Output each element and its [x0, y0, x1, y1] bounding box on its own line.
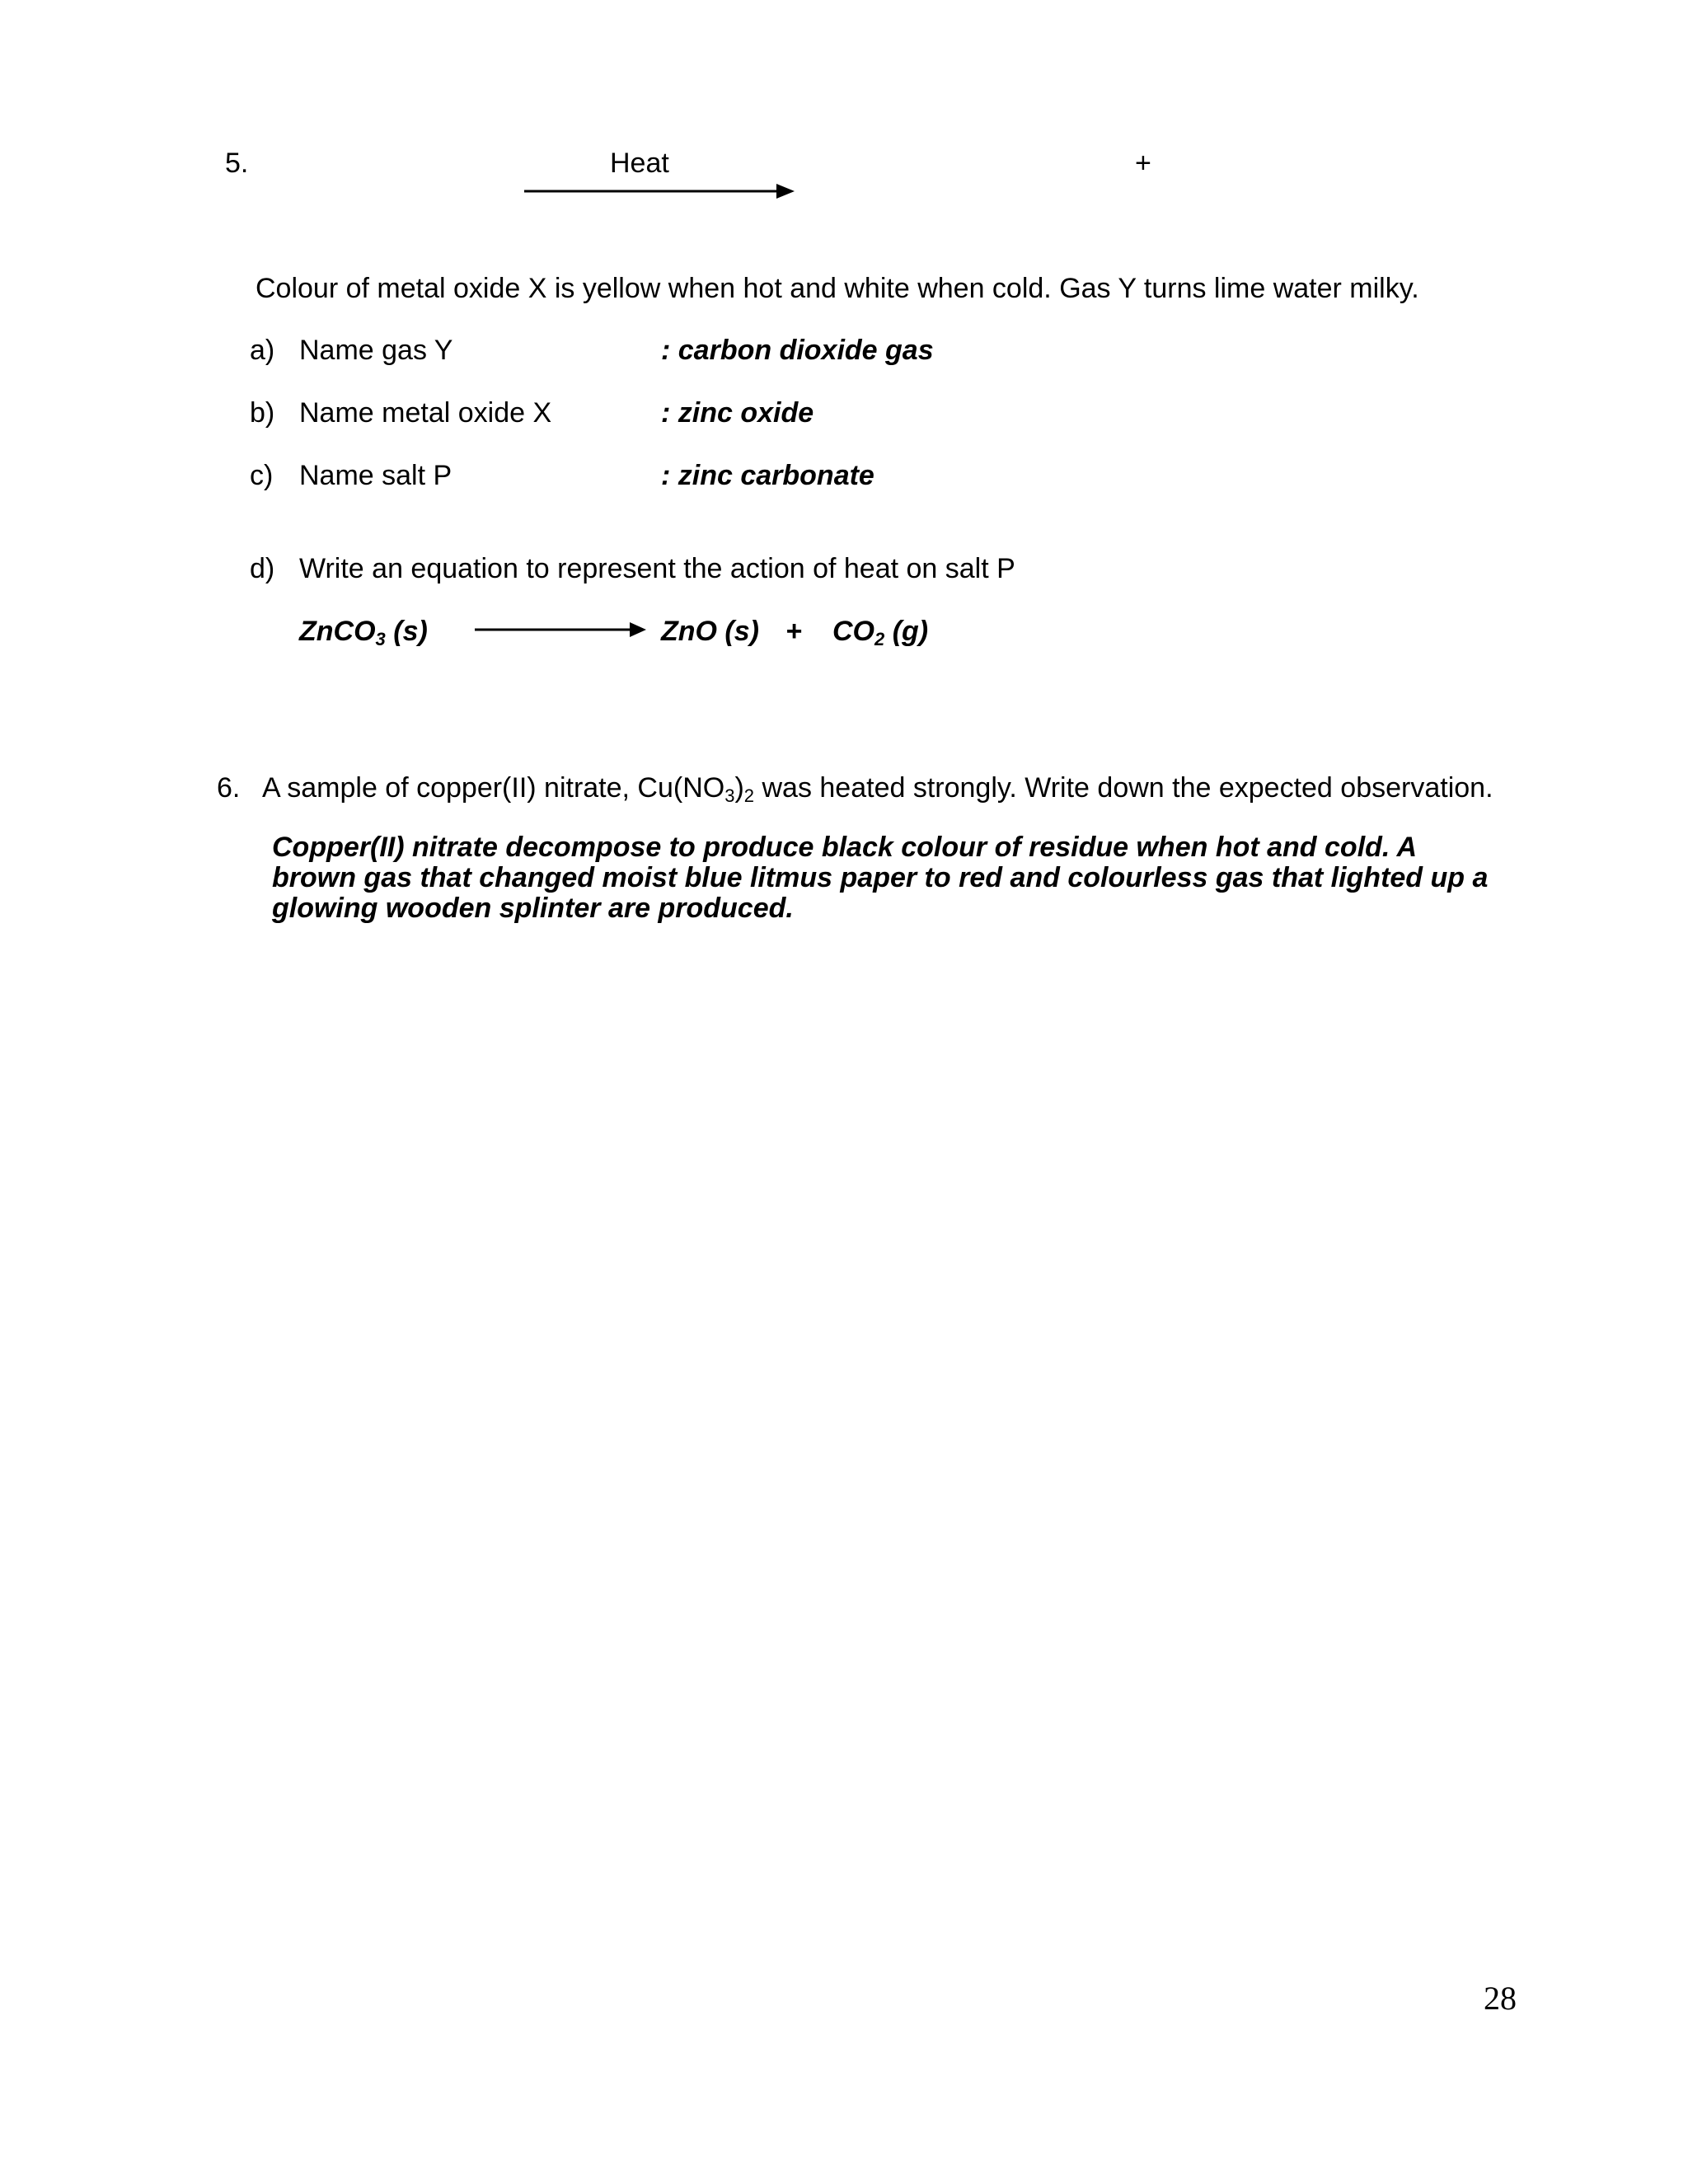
part-c-letter: c) [250, 460, 274, 491]
question-5-description: Colour of metal oxide X is yellow when hot and white when cold. Gas Y turns lime water milky. [256, 273, 1419, 304]
products-plus-sign: + [1135, 148, 1151, 179]
part-b-prompt: Name metal oxide X [299, 397, 552, 429]
part-d-letter: d) [250, 553, 275, 584]
equation-product-1: ZnO (s) [661, 616, 759, 647]
page-number: 28 [1484, 1980, 1517, 2017]
question-6-prompt: A sample of copper(II) nitrate, $Cu(NO_3)_2$ was heated strongly. Write down the expected observation. [262, 772, 1493, 806]
part-b-answer: : zinc oxide [661, 397, 814, 429]
part-d-prompt: Write an equation to represent the action of heat on salt P [299, 553, 1015, 584]
question-6-number: 6. [217, 772, 241, 804]
part-b-letter: b) [250, 397, 275, 429]
equation-reactant: ZnCO$_3$ (s) [299, 616, 428, 649]
equation-product-2: $CO_2$ (g) [832, 616, 929, 649]
equation-plus-sign: + [785, 616, 802, 647]
part-c-prompt: Name salt P [299, 460, 452, 491]
part-a-answer: : carbon dioxide gas [661, 335, 934, 366]
heat-reaction-arrow [524, 181, 796, 201]
part-c-answer: : zinc carbonate [661, 460, 874, 491]
question-5-number: 5. [225, 148, 249, 179]
heat-label: Heat [610, 148, 669, 179]
equation-arrow [475, 620, 648, 640]
part-a-letter: a) [250, 335, 275, 366]
question-6-answer: Copper(II) nitrate decompose to produce black colour of residue when hot and cold. A brown gas that changed moist blue litmus paper to red and colourless gas that lighted up a glowing wooden splinter are produced. [272, 832, 1489, 924]
part-a-prompt: Name gas Y [299, 335, 453, 366]
